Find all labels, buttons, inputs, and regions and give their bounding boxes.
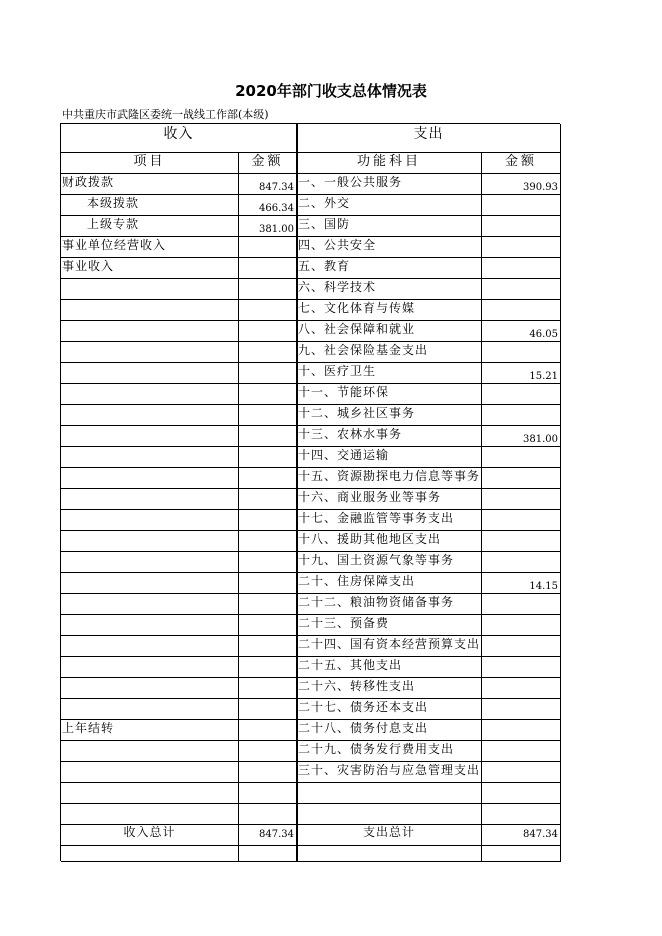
budget-table <box>60 123 560 861</box>
expense-item: 二十三、预备费 <box>297 615 482 636</box>
empty-cell <box>239 657 297 678</box>
expense-amount: 381.00 <box>482 426 561 447</box>
empty-cell <box>61 300 239 321</box>
empty-cell <box>239 489 297 510</box>
page-title: 2020年部门收支总体情况表 <box>235 82 427 100</box>
expense-item: 十二、城乡社区事务 <box>297 405 482 426</box>
expense-item: 十、医疗卫生 <box>297 363 482 384</box>
empty-cell <box>61 552 239 573</box>
item-header: 项目 <box>61 153 239 174</box>
expense-item: 十三、农林水事务 <box>297 426 482 447</box>
expense-item: 八、社会保障和就业 <box>297 321 482 342</box>
expense-total-label: 支出总计 <box>297 825 482 846</box>
income-amount: 381.00 <box>239 216 297 237</box>
empty-cell <box>239 510 297 531</box>
expense-amount <box>482 195 561 216</box>
unit-name: 中共重庆市武隆区委统一战线工作部(本级) <box>62 108 269 121</box>
empty-cell <box>239 783 297 804</box>
empty-cell <box>61 846 239 862</box>
expense-item: 四、公共安全 <box>297 237 482 258</box>
empty-cell <box>239 384 297 405</box>
empty-cell <box>61 699 239 720</box>
expense-item: 二十九、债务发行费用支出 <box>297 741 482 762</box>
expense-item: 三十、灾害防治与应急管理支出 <box>297 762 482 783</box>
empty-cell <box>61 636 239 657</box>
expense-amount <box>482 510 561 531</box>
empty-cell <box>297 783 482 804</box>
empty-cell <box>239 405 297 426</box>
amount-header: 金额 <box>239 153 297 174</box>
empty-cell <box>61 468 239 489</box>
expense-item: 十九、国土资源气象等事务 <box>297 552 482 573</box>
expense-item: 一、一般公共服务 <box>297 174 482 195</box>
empty-cell <box>61 615 239 636</box>
empty-cell <box>61 762 239 783</box>
expense-amount <box>482 720 561 741</box>
empty-cell <box>239 342 297 363</box>
empty-cell <box>61 447 239 468</box>
expense-item: 二十五、其他支出 <box>297 657 482 678</box>
expense-amount <box>482 594 561 615</box>
empty-cell <box>239 762 297 783</box>
expense-amount <box>482 300 561 321</box>
func-subject-header: 功能科目 <box>297 153 482 174</box>
expense-amount <box>482 657 561 678</box>
expense-amount <box>482 447 561 468</box>
expense-item: 五、教育 <box>297 258 482 279</box>
empty-cell <box>239 300 297 321</box>
expense-amount <box>482 636 561 657</box>
expense-amount <box>482 384 561 405</box>
empty-cell <box>61 573 239 594</box>
empty-cell <box>482 804 561 825</box>
empty-cell <box>239 279 297 300</box>
expense-item: 十六、商业服务业等事务 <box>297 489 482 510</box>
expense-amount <box>482 405 561 426</box>
empty-cell <box>61 405 239 426</box>
empty-cell <box>61 804 239 825</box>
empty-cell <box>239 531 297 552</box>
expense-amount <box>482 342 561 363</box>
empty-cell <box>239 573 297 594</box>
expense-item: 三、国防 <box>297 216 482 237</box>
expense-item: 十五、资源勘探电力信息等事务 <box>297 468 482 489</box>
expense-amount <box>482 741 561 762</box>
amount-header-2: 金额 <box>482 153 561 174</box>
expense-amount <box>482 678 561 699</box>
expense-amount: 46.05 <box>482 321 561 342</box>
expense-item: 二十七、债务还本支出 <box>297 699 482 720</box>
empty-cell <box>482 783 561 804</box>
expense-amount: 15.21 <box>482 363 561 384</box>
empty-cell <box>482 846 561 862</box>
empty-cell <box>239 594 297 615</box>
expense-item: 二十、住房保障支出 <box>297 573 482 594</box>
empty-cell <box>61 741 239 762</box>
expense-item: 十一、节能环保 <box>297 384 482 405</box>
empty-cell <box>239 636 297 657</box>
expense-amount <box>482 615 561 636</box>
income-header: 收入 <box>61 124 297 153</box>
expense-item: 十四、交通运输 <box>297 447 482 468</box>
section-divider <box>296 124 298 862</box>
expense-item: 九、社会保险基金支出 <box>297 342 482 363</box>
expense-amount <box>482 531 561 552</box>
empty-cell <box>239 321 297 342</box>
expense-amount <box>482 279 561 300</box>
expense-amount <box>482 258 561 279</box>
income-total-label: 收入总计 <box>61 825 239 846</box>
expense-amount: 390.93 <box>482 174 561 195</box>
expense-amount <box>482 216 561 237</box>
expense-item: 二十二、粮油物资储备事务 <box>297 594 482 615</box>
empty-cell <box>297 804 482 825</box>
expense-item: 二十八、债务付息支出 <box>297 720 482 741</box>
expense-amount <box>482 237 561 258</box>
expense-amount <box>482 699 561 720</box>
empty-cell <box>61 342 239 363</box>
empty-cell <box>239 699 297 720</box>
expense-item: 二、外交 <box>297 195 482 216</box>
income-item: 财政拨款 <box>61 174 239 195</box>
expense-item: 六、科学技术 <box>297 279 482 300</box>
empty-cell <box>61 384 239 405</box>
empty-cell <box>239 363 297 384</box>
empty-cell <box>239 804 297 825</box>
income-item: 本级拨款 <box>61 195 239 216</box>
empty-cell <box>61 363 239 384</box>
income-amount <box>239 720 297 741</box>
expense-header: 支出 <box>297 124 561 153</box>
empty-cell <box>239 447 297 468</box>
empty-cell <box>239 615 297 636</box>
expense-amount: 14.15 <box>482 573 561 594</box>
empty-cell <box>61 489 239 510</box>
expense-amount <box>482 489 561 510</box>
income-amount: 466.34 <box>239 195 297 216</box>
income-item: 上级专款 <box>61 216 239 237</box>
income-amount <box>239 258 297 279</box>
empty-cell <box>61 510 239 531</box>
empty-cell <box>61 594 239 615</box>
empty-cell <box>61 279 239 300</box>
empty-cell <box>61 678 239 699</box>
expense-item: 十八、援助其他地区支出 <box>297 531 482 552</box>
expense-item: 二十四、国有资本经营预算支出 <box>297 636 482 657</box>
empty-cell <box>239 468 297 489</box>
expense-item: 十七、金融监管等事务支出 <box>297 510 482 531</box>
expense-item: 七、文化体育与传媒 <box>297 300 482 321</box>
empty-cell <box>61 321 239 342</box>
expense-item: 二十六、转移性支出 <box>297 678 482 699</box>
income-amount <box>239 237 297 258</box>
income-item: 事业单位经营收入 <box>61 237 239 258</box>
expense-total-amount: 847.34 <box>482 825 561 846</box>
empty-cell <box>239 846 297 862</box>
income-amount: 847.34 <box>239 174 297 195</box>
empty-cell <box>61 783 239 804</box>
empty-cell <box>297 846 482 862</box>
empty-cell <box>61 426 239 447</box>
empty-cell <box>61 531 239 552</box>
expense-amount <box>482 762 561 783</box>
expense-amount <box>482 468 561 489</box>
empty-cell <box>61 657 239 678</box>
empty-cell <box>239 552 297 573</box>
income-item: 上年结转 <box>61 720 239 741</box>
income-item: 事业收入 <box>61 258 239 279</box>
empty-cell <box>239 678 297 699</box>
income-total-amount: 847.34 <box>239 825 297 846</box>
expense-amount <box>482 552 561 573</box>
empty-cell <box>239 741 297 762</box>
empty-cell <box>239 426 297 447</box>
